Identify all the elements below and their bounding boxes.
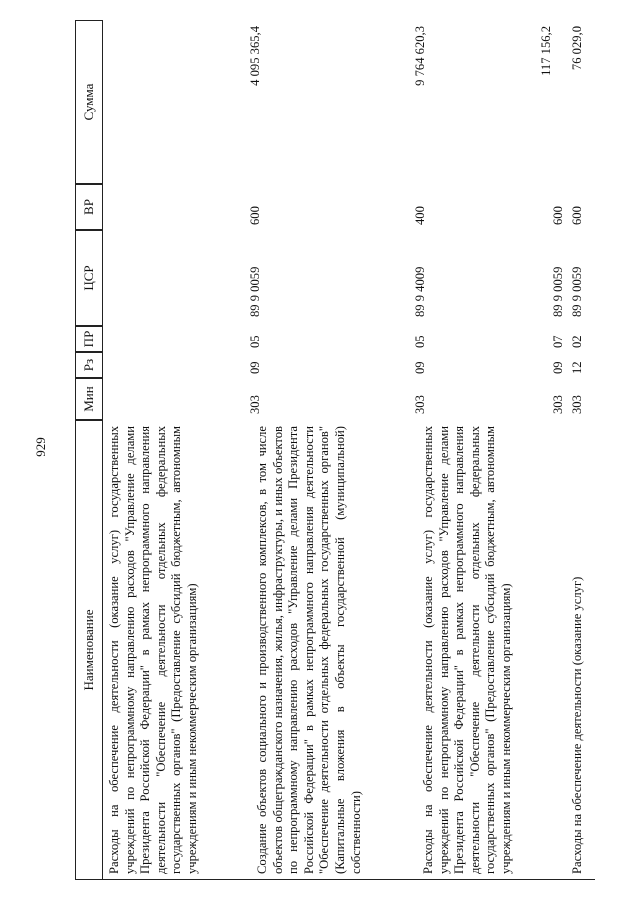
row-vr: 600 bbox=[551, 206, 565, 225]
row-csr: 89 9 0059 bbox=[551, 266, 565, 317]
row-vr: 600 bbox=[570, 206, 584, 225]
row-csr: 89 9 0059 bbox=[248, 266, 262, 317]
row-rz: 09 bbox=[551, 361, 565, 374]
row-sum: 117 156,2 bbox=[539, 26, 553, 76]
row-pr: 02 bbox=[570, 335, 584, 348]
row-sum: 9 764 620,3 bbox=[413, 26, 427, 86]
budget-table bbox=[75, 20, 595, 880]
row-name: Создание объектов социального и производственного комплексов, в том числе объектов общегражданского назначения, жилья, инфраструктуры, и иных объектов по непрограммному направлению расходов "Управление делами Президента Российской Федерации" в рамках непрограммного направления деятельности "Обеспечение деятельности отдельных федеральных государственных органов" (Капитальные вложения в объекты государственной (муниципальной) собственности) bbox=[255, 426, 363, 874]
row-rz: 09 bbox=[248, 361, 262, 374]
header-min: Мин bbox=[75, 378, 103, 420]
header-csr: ЦСР bbox=[75, 230, 103, 326]
row-rz: 09 bbox=[413, 361, 427, 374]
header-sum: Сумма bbox=[75, 20, 103, 184]
row-pr: 05 bbox=[248, 335, 262, 348]
row-min: 303 bbox=[570, 395, 584, 414]
row-sum: 76 029,0 bbox=[570, 26, 584, 71]
row-sum: 4 095 365,4 bbox=[248, 26, 262, 86]
row-pr: 07 bbox=[551, 335, 565, 348]
row-min: 303 bbox=[248, 395, 262, 414]
row-min: 303 bbox=[413, 395, 427, 414]
row-csr: 89 9 0059 bbox=[570, 266, 584, 317]
row-rz: 12 bbox=[570, 361, 584, 374]
page-number: 929 bbox=[32, 437, 48, 457]
row-name: Расходы на обеспечение деятельности (оказание услуг) bbox=[570, 576, 584, 874]
row-vr: 400 bbox=[413, 206, 427, 225]
header-name: Наименование bbox=[75, 420, 103, 880]
header-pr: ПР bbox=[75, 326, 103, 352]
row-vr: 600 bbox=[248, 206, 262, 225]
header-vr: ВР bbox=[75, 184, 103, 230]
row-name: Расходы на обеспечение деятельности (оказание услуг) государственных учреждений по непрограммному направлению расходов "Управление делами Президента Российской Федерации" в рамках непрограммного направления деятельности "Обеспечение деятельности отдельных федеральных государственных органов" (Предоставление субсидий бюджетным, автономным учреждениям и иным некоммерческим организациям) bbox=[107, 426, 199, 874]
row-pr: 05 bbox=[413, 335, 427, 348]
header-rz: Рз bbox=[75, 352, 103, 378]
row-csr: 89 9 4009 bbox=[413, 266, 427, 317]
row-min: 303 bbox=[551, 395, 565, 414]
row-name: Расходы на обеспечение деятельности (оказание услуг) государственных учреждений по непрограммному направлению расходов "Управление делами Президента Российской Федерации" в рамках непрограммного направления деятельности "Обеспечение деятельности отдельных федеральных государственных органов" (Предоставление субсидий бюджетным, автономным учреждениям и иным некоммерческим организациям) bbox=[421, 426, 513, 874]
